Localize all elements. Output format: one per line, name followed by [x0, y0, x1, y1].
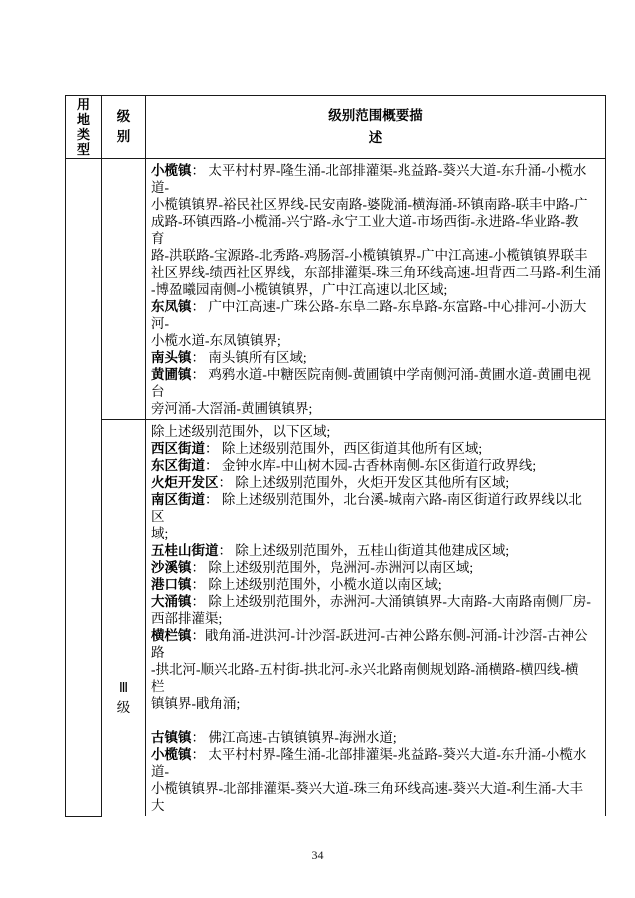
desc-line — [151, 542, 601, 559]
line-text: ： 除上述级别范围外，凫洲河-赤洲河以南区域; — [191, 560, 474, 575]
desc-line — [151, 281, 601, 298]
desc-line — [151, 729, 601, 746]
line-text — [151, 713, 154, 728]
desc-line — [151, 474, 601, 491]
header-char-line — [66, 142, 101, 157]
place-name: 小榄镇 — [151, 747, 192, 762]
place-name: 大涌镇 — [151, 594, 192, 609]
line-text: 大 — [151, 798, 165, 813]
line-text: 区 — [151, 509, 165, 524]
line-text: ： 广中江高速-广珠公路-东阜二路-东阜路-东富路-中心排河-小沥大 — [191, 299, 587, 314]
place-name: 五桂山街道 — [151, 543, 219, 558]
level-char-line — [102, 698, 145, 718]
line-text: 别 — [116, 129, 131, 144]
desc-line — [151, 366, 601, 383]
desc-line — [151, 213, 601, 230]
line-text: 小榄镇镇界-北部排灌渠-葵兴大道-珠三角环线高速-葵兴大道-利生涌-大丰 — [151, 781, 583, 796]
place-name: 横栏镇 — [151, 628, 192, 643]
line-text: ： 除上述级别范围外，火炬开发区其他所有区域; — [218, 475, 510, 490]
line-text: 西部排灌渠; — [151, 611, 223, 626]
line-text: ： 鸡鸦水道-中糖医院南侧-黄圃镇中学南侧河涌-黄圃水道-黄圃电视 — [191, 367, 591, 382]
level-cell-row1 — [102, 159, 146, 420]
desc-line — [151, 196, 601, 213]
desc-line — [151, 678, 601, 695]
desc-line — [151, 383, 601, 400]
line-text: 社区界线-绩西社区界线，东部排灌渠-珠三角环线高速-坦背西二马路-利生涌 — [151, 265, 601, 280]
place-name: 西区街道 — [151, 441, 205, 456]
desc-line — [151, 593, 601, 610]
line-text: 道- — [151, 764, 169, 779]
line-text: 河- — [151, 316, 169, 331]
desc-line — [151, 576, 601, 593]
desc-line — [151, 298, 601, 315]
level-cell-row2 — [102, 420, 146, 817]
header-char-line — [102, 107, 145, 127]
desc-line — [151, 797, 601, 814]
line-text: -博盈曦园南侧-小榄镇镇界，广中江高速以北区域; — [151, 282, 448, 297]
desc-line — [151, 627, 601, 644]
desc-line — [151, 179, 601, 196]
header-level — [102, 96, 146, 159]
desc-line — [151, 491, 601, 508]
desc-line — [151, 230, 601, 247]
place-name: 东区街道 — [151, 458, 205, 473]
line-text: ： 除上述级别范围外，赤洲河-大涌镇镇界-大南路-大南路南侧厂房- — [191, 594, 591, 609]
line-text: ： 除上述级别范围外，小榄水道以南区域; — [191, 577, 442, 592]
header-level-range-description — [146, 96, 606, 159]
desc-line — [151, 332, 601, 349]
line-text: 镇镇界-戙角涌; — [151, 696, 241, 711]
desc-line — [151, 610, 601, 627]
line-text: 旁河涌-大滘涌-黄圃镇镇界; — [151, 401, 313, 416]
place-name: 港口镇 — [151, 577, 192, 592]
table-row — [66, 159, 606, 420]
desc-line — [151, 780, 601, 797]
line-text: ： 佛江高速-古镇镇镇界-海洲水道; — [191, 730, 397, 745]
line-text: ： 太平村村界-隆生涌-北部排灌渠-兆益路-葵兴大道-东升涌-小榄水 — [191, 747, 587, 762]
description-cell-row1 — [146, 159, 606, 420]
land-use-type-cell — [66, 159, 102, 817]
header-char-line — [66, 127, 101, 142]
place-name: 小榄镇 — [151, 163, 192, 178]
place-name: 火炬开发区 — [151, 475, 219, 490]
line-text: 类 — [76, 127, 90, 142]
line-text: 道- — [151, 180, 169, 195]
line-text: ： 金钟水库-中山树木园-古香林南侧-东区街道行政界线; — [205, 458, 537, 473]
desc-line — [151, 661, 601, 678]
desc-line — [151, 400, 601, 417]
desc-line — [151, 712, 601, 729]
line-text: 型 — [76, 142, 90, 157]
line-text: 路 — [151, 645, 165, 660]
desc-line — [151, 264, 601, 281]
place-name: 南区街道 — [151, 492, 205, 507]
line-text: ： 除上述级别范围外，北台溪-城南六路-南区街道行政界线以北 — [205, 492, 582, 507]
header-land-use-type — [66, 96, 102, 159]
page-number: 34 — [311, 848, 324, 862]
desc-line — [151, 746, 601, 763]
desc-line — [151, 162, 601, 179]
line-text: 级别范围概要描 — [328, 108, 423, 123]
place-name: 东凤镇 — [151, 299, 192, 314]
line-text: 除上述级别范围外，以下区域; — [151, 424, 331, 439]
line-text: 台 — [151, 384, 165, 399]
line-text: 地 — [76, 112, 90, 127]
desc-line — [151, 644, 601, 661]
table-header — [66, 96, 606, 159]
header-text-line — [146, 127, 605, 149]
desc-line — [151, 440, 601, 457]
description-cell-row2 — [146, 420, 606, 817]
desc-line — [151, 559, 601, 576]
line-text: 小榄水道-东凤镇镇界; — [151, 333, 281, 348]
header-char-line — [66, 112, 101, 127]
desc-line — [151, 695, 601, 712]
line-text: ： 太平村村界-隆生涌-北部排灌渠-兆益路-葵兴大道-东升涌-小榄水 — [191, 163, 587, 178]
line-text: 成路-环镇西路-小榄涌-兴宁路-永宁工业大道-市场西街-永进路-华业路-教 — [151, 214, 579, 229]
line-text: 育 — [151, 231, 165, 246]
place-name: 沙溪镇 — [151, 560, 192, 575]
line-text: -拱北河-顺兴北路-五村街-拱北河-永兴北路南侧规划路-涌横路-横四线-横 — [151, 662, 579, 677]
line-text: 述 — [368, 130, 383, 145]
line-text: 级 — [116, 109, 131, 124]
desc-line — [151, 525, 601, 542]
header-char-line — [66, 97, 101, 112]
header-text-line — [146, 105, 605, 127]
place-name: 古镇镇 — [151, 730, 192, 745]
table-row — [66, 420, 606, 817]
line-text: 用 — [76, 97, 90, 112]
place-name: 黄圃镇 — [151, 367, 192, 382]
header-char-line — [102, 127, 145, 147]
line-text: 域; — [151, 526, 169, 541]
desc-line — [151, 349, 601, 366]
line-text: ： 除上述级别范围外，五桂山街道其他建成区域; — [218, 543, 510, 558]
place-name: 南头镇 — [151, 350, 192, 365]
desc-line — [151, 315, 601, 332]
desc-line — [151, 508, 601, 525]
desc-line — [151, 247, 601, 264]
desc-line — [151, 423, 601, 440]
land-grade-table — [65, 95, 606, 817]
desc-line — [151, 457, 601, 474]
line-text: ： 除上述级别范围外，西区街道其他所有区域; — [205, 441, 483, 456]
level-char-line — [102, 678, 145, 698]
line-text: 栏 — [151, 679, 165, 694]
line-text: 路-洪联路-宝源路-北秀路-鸡肠滘-小榄镇镇界-广中江高速-小榄镇镇界联丰 — [151, 248, 588, 263]
desc-line — [151, 763, 601, 780]
line-text: 小榄镇镇界-裕民社区界线-民安南路-婆陇涌-横海涌-环镇南路-联丰中路-广 — [151, 197, 588, 212]
line-text: ：戙角涌-进洪河-计沙滘-跃进河-古神公路东侧-河涌-计沙滘-古神公 — [191, 628, 588, 643]
line-text: Ⅲ — [118, 680, 129, 695]
line-text: 级 — [116, 700, 131, 715]
line-text: ： 南头镇所有区域; — [191, 350, 307, 365]
